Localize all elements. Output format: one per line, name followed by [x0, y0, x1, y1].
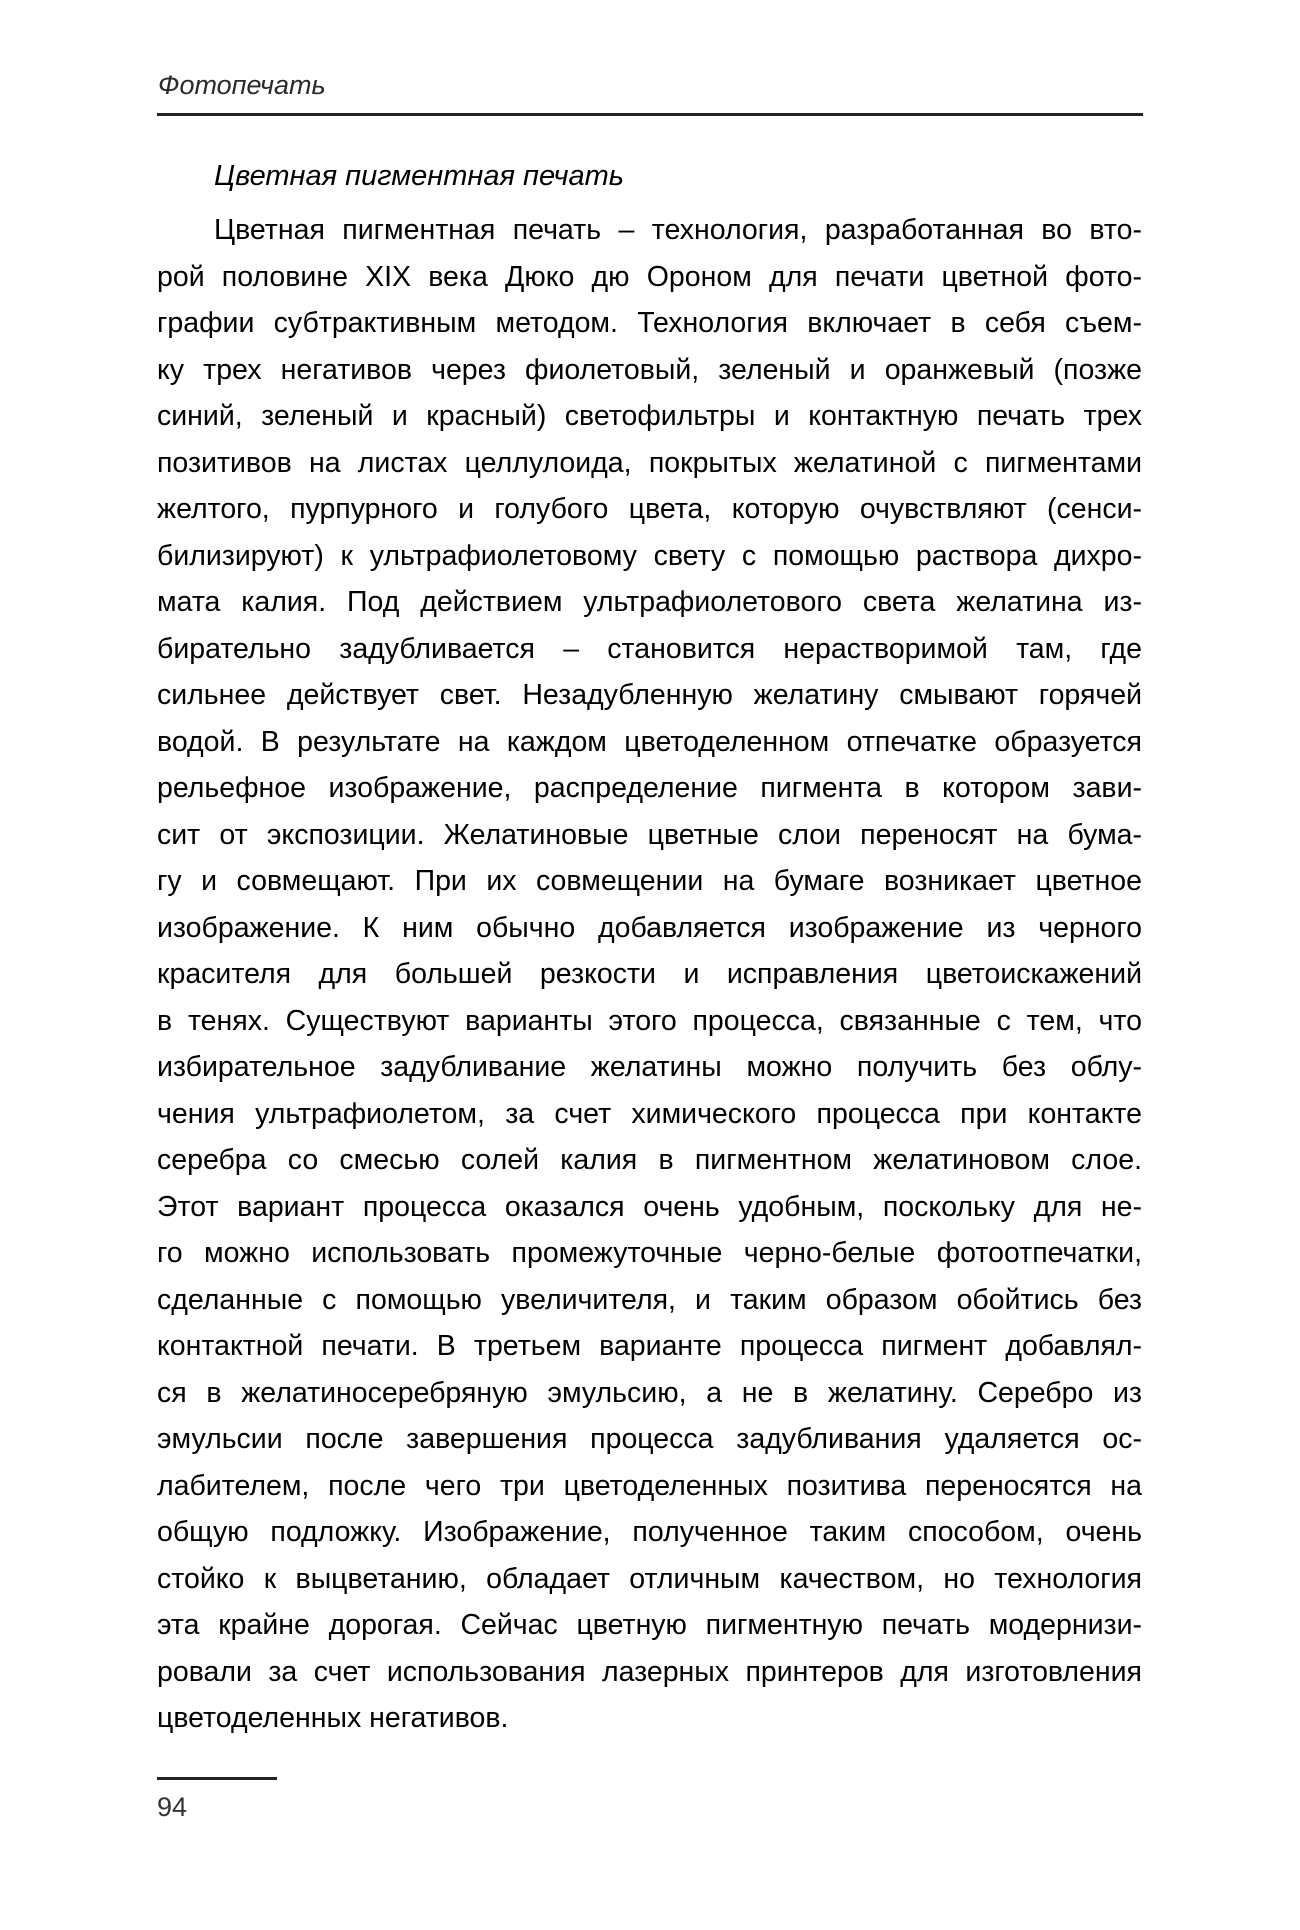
text-line: желтого, пурпурного и голубого цвета, которую очувствляют (сенси-: [157, 493, 1142, 525]
text-line: бирательно задубливается – становится нерастворимой там, где: [157, 632, 1142, 665]
text-line: Цветная пигментная печать – технология, разработанная во вто-: [214, 214, 1142, 246]
text-line: сит от экспозиции. Желатиновые цветные слои переносят на бума-: [157, 818, 1142, 851]
body-paragraph: [157, 207, 1142, 1742]
text-line: цветоделенных негативов.: [157, 1702, 509, 1734]
running-head: Фотопечать: [158, 70, 326, 100]
text-line: общую подложку. Изображение, полученное таким способом, очень: [157, 1516, 1142, 1548]
text-line: мата калия. Под действием ультрафиолетового света желатина из-: [157, 586, 1142, 618]
footer-rule: [157, 1777, 277, 1780]
text-line: рой половине XIX века Дюко дю Ороном для печати цветной фото-: [157, 260, 1142, 293]
text-line: в тенях. Существуют варианты этого процесса, связанные с тем, что: [157, 1004, 1142, 1037]
text-line: водой. В результате на каждом цветоделенном отпечатке образуется: [157, 725, 1142, 758]
text-line: графии субтрактивным методом. Технология включает в себя съем-: [157, 307, 1142, 339]
text-line: изображение. К ним обычно добавляется изображение из черного: [157, 911, 1142, 944]
text-line: контактной печати. В третьем варианте процесса пигмент добавлял-: [157, 1330, 1142, 1362]
text-line: билизируют) к ультрафиолетовому свету с помощью раствора дихро-: [157, 539, 1142, 572]
text-line: эмульсии после завершения процесса задубливания удаляется ос-: [157, 1423, 1142, 1455]
text-line: позитивов на листах целлулоида, покрытых желатиной с пигментами: [157, 446, 1142, 479]
text-line: стойко к выцветанию, обладает отличным качеством, но технология: [157, 1562, 1142, 1595]
text-line: гу и совмещают. При их совмещении на бумаге возникает цветное: [157, 865, 1142, 897]
page-number: 94: [157, 1792, 188, 1822]
text-line: лабителем, после чего три цветоделенных позитива переносятся на: [157, 1469, 1142, 1502]
text-line: чения ультрафиолетом, за счет химического процесса при контакте: [157, 1097, 1142, 1130]
text-line: сделанные с помощью увеличителя, и таким образом обойтись без: [157, 1283, 1142, 1316]
text-line: ку трех негативов через фиолетовый, зеленый и оранжевый (позже: [157, 353, 1142, 386]
text-line: ся в желатиносеребряную эмульсию, а не в желатину. Серебро из: [157, 1376, 1142, 1409]
header-rule: [157, 113, 1143, 116]
text-line: рельефное изображение, распределение пигмента в котором зави-: [157, 772, 1142, 804]
text-line: ровали за счет использования лазерных принтеров для изготовления: [157, 1655, 1142, 1688]
text-line: Этот вариант процесса оказался очень удобным, поскольку для не-: [157, 1190, 1142, 1223]
text-line: избирательное задубливание желатины можно получить без облу-: [157, 1051, 1142, 1083]
text-line: красителя для большей резкости и исправления цветоискажений: [157, 958, 1142, 990]
text-line: эта крайне дорогая. Сейчас цветную пигментную печать модернизи-: [157, 1609, 1142, 1641]
section-title: Цветная пигментная печать: [214, 160, 625, 192]
text-line: синий, зеленый и красный) светофильтры и контактную печать трех: [157, 400, 1142, 432]
text-line: серебра со смесью солей калия в пигментном желатиновом слое.: [157, 1144, 1142, 1176]
text-line: сильнее действует свет. Незадубленную желатину смывают горячей: [157, 679, 1142, 711]
text-line: го можно использовать промежуточные черно-белые фотоотпечатки,: [157, 1237, 1142, 1269]
